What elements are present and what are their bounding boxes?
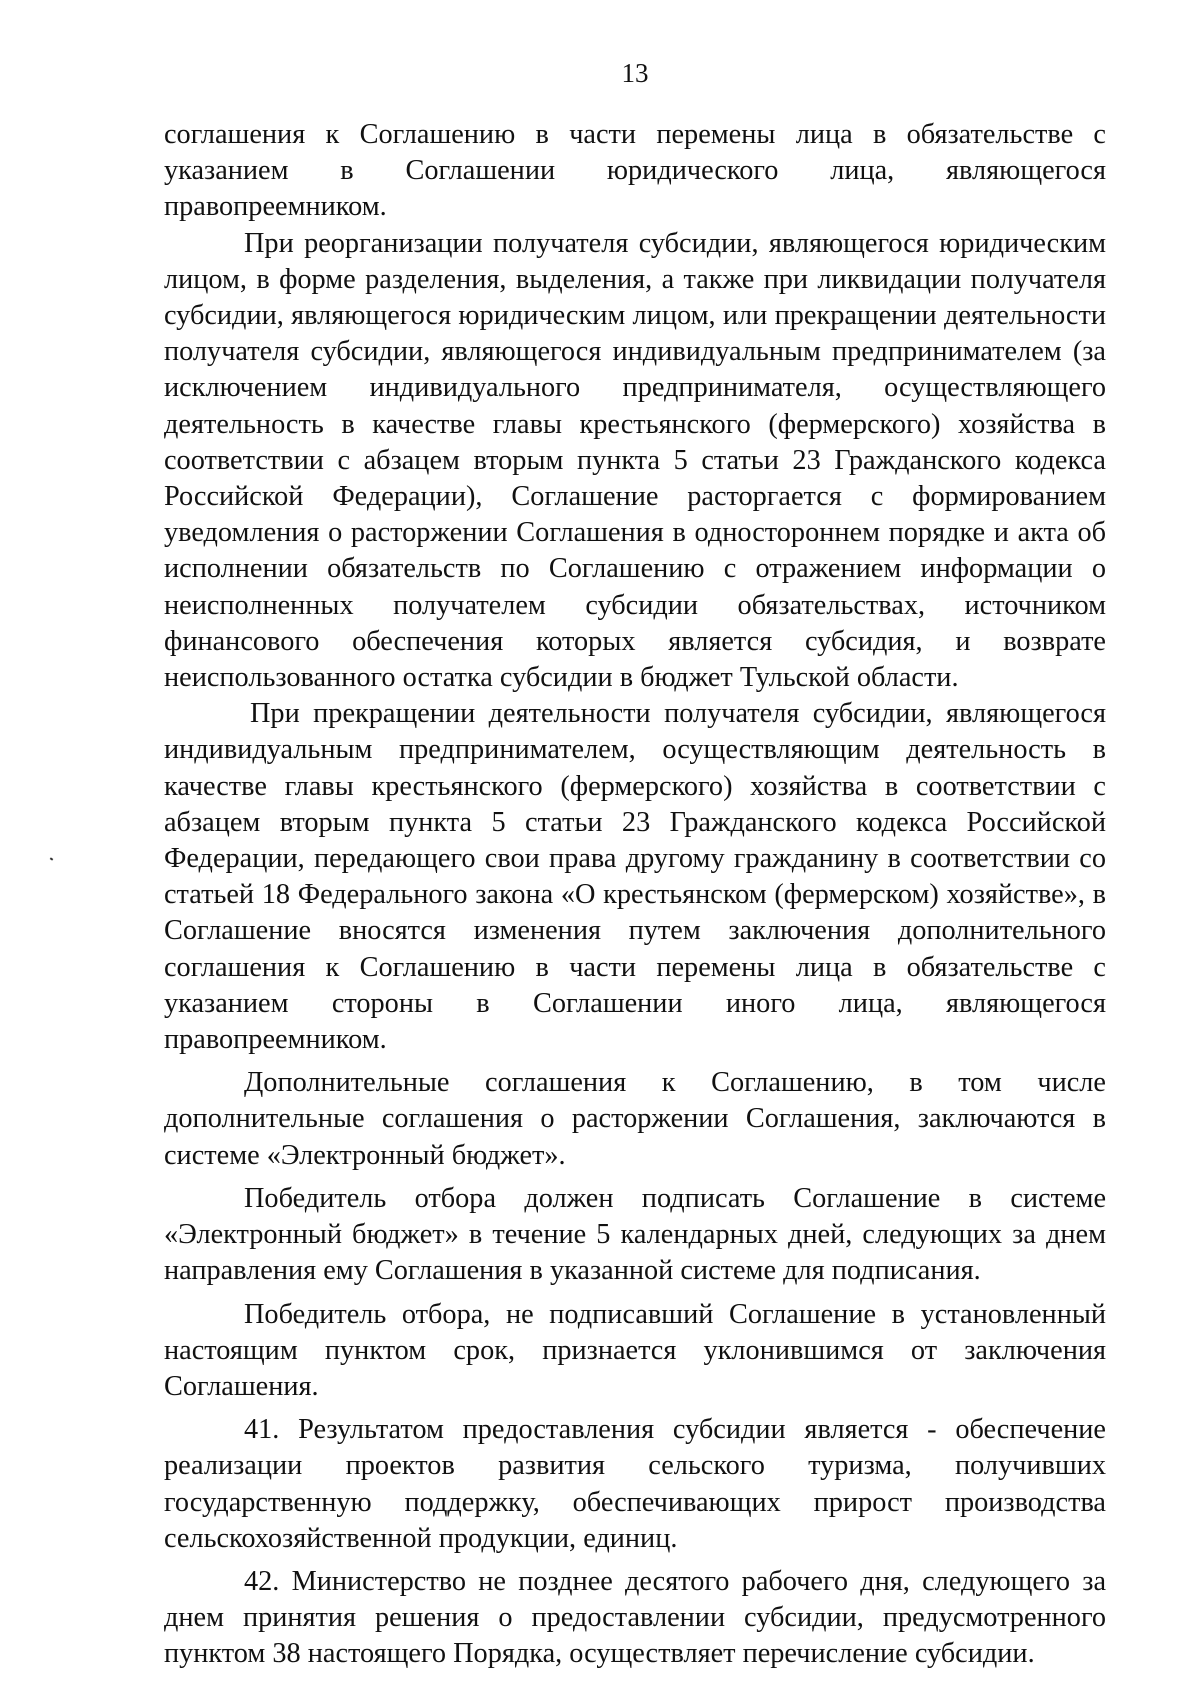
paragraph-item-42: 42. Министерство не позднее десятого рабочего дня, следующего за днем принятия решения о предоставлении субсидии, предусмотренного пунктом 38 настоящего Порядка, осуществляет перечисление субсидии. bbox=[164, 1565, 1106, 1670]
paragraph-continuation: соглашения к Соглашению в части перемены лица в обязательстве с указанием в Соглашении юридического лица, являющегося правопреемником. bbox=[164, 119, 1106, 223]
paragraph-additional-agreements: Дополнительные соглашения к Соглашению, в том числе дополнительные соглашения о расторжении Соглашения, заключаются в системе «Электронный бюджет». bbox=[164, 1067, 1106, 1171]
paragraph-reorganization: При реорганизации получателя субсидии, являющегося юридическим лицом, в форме разделения, выделения, а также при ликвидации получателя субсидии, являющегося юридическим лицом, или прекращении деятельности получателя субсидии, являющегося индивидуальным предпринимателем (за исключением индивидуального предпринимателя, осуществляющего деятельность в качестве главы крестьянского (фермерского) хозяйства в соответствии с абзацем вторым пункта 5 статьи 23 Гражданского кодекса Российской Федерации), Соглашение расторгается с формированием уведомления о расторжении Соглашения в одностороннем порядке и акта об исполнении обязательств по Соглашению с отражением информации о неисполненных получателем субсидии обязательствах, источником финансового обеспечения которых является субсидия, и возврате неиспользованного остатка субсидии в бюджет Тульской области. bbox=[164, 227, 1106, 694]
paragraph-item-41: 41. Результатом предоставления субсидии является - обеспечение реализации проектов развития сельского туризма, получивших государственную поддержку, обеспечивающих прирост производства сельскохозяйственной продукции, единиц. bbox=[164, 1414, 1106, 1554]
scan-speck bbox=[50, 857, 54, 860]
paragraph-winner-sign: Победитель отбора должен подписать Соглашение в системе «Электронный бюджет» в течение 5 календарных дней, следующих за днем направления ему Соглашения в указанной системе для подписания. bbox=[164, 1182, 1106, 1287]
paragraph-termination: При прекращении деятельности получателя субсидии, являющегося индивидуальным предпринимателем, осуществляющим деятельность в качестве главы крестьянского (фермерского) хозяйства в соответствии с абзацем вторым пункта 5 статьи 23 Гражданского кодекса Российской Федерации, передающего свои права другому гражданину в соответствии со статьей 18 Федерального закона «О крестьянском (фермерском) хозяйстве», в Соглашение вносятся изменения путем заключения дополнительного соглашения к Соглашению в части перемены лица в обязательстве с указанием стороны в Соглашении иного лица, являющегося правопреемником. bbox=[164, 698, 1106, 1056]
document-body bbox=[164, 117, 1106, 1673]
paragraph-winner-evade: Победитель отбора, не подписавший Соглашение в установленный настоящим пунктом срок, признается уклонившимся от заключения Соглашения. bbox=[164, 1298, 1106, 1402]
page-number: 13 bbox=[621, 58, 649, 88]
